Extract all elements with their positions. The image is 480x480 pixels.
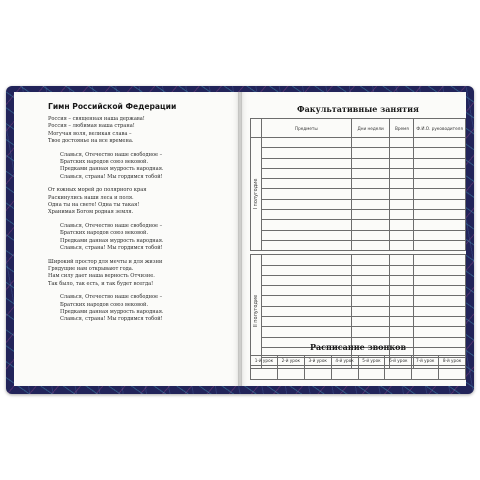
anthem-line: Славься, страна! Мы гордимся тобой!: [60, 245, 163, 252]
weekdays-cell[interactable]: [351, 210, 390, 220]
elective-row[interactable]: [251, 179, 466, 189]
subject-cell[interactable]: [261, 189, 351, 199]
anthem-line: Славься, Отечество наше свободное –: [60, 222, 163, 229]
time-cell[interactable]: [390, 286, 414, 296]
header-subjects: Предметы: [261, 119, 351, 138]
teacher-cell[interactable]: [414, 240, 466, 250]
subject-cell[interactable]: [261, 306, 351, 316]
weekdays-cell[interactable]: [351, 265, 390, 275]
anthem-line: Хранимая Богом родная земля.: [48, 209, 134, 216]
weekdays-cell[interactable]: [351, 189, 390, 199]
electives-title: Факультативные занятия: [297, 104, 419, 114]
anthem-stanzas: [48, 116, 230, 324]
subject-cell[interactable]: [261, 317, 351, 327]
teacher-cell[interactable]: [414, 199, 466, 209]
elective-row[interactable]: [251, 158, 466, 168]
elective-row[interactable]: [251, 189, 466, 199]
subject-cell[interactable]: [261, 210, 351, 220]
bell-time-cell[interactable]: [331, 366, 358, 380]
anthem-line: Россия – любимая наша страна!: [48, 123, 135, 130]
elective-row[interactable]: [251, 138, 466, 148]
elective-row[interactable]: [251, 168, 466, 178]
weekdays-cell[interactable]: [351, 179, 390, 189]
bell-lesson-header: 6-й урок: [385, 356, 412, 366]
anthem-stanza: [48, 116, 230, 146]
time-cell[interactable]: [390, 210, 414, 220]
subject-cell[interactable]: [261, 255, 351, 265]
teacher-cell[interactable]: [414, 168, 466, 178]
elective-row[interactable]: [251, 265, 466, 275]
header-teacher: Ф.И.О. руководителя: [414, 119, 466, 138]
semester-cell: [251, 138, 262, 251]
teacher-cell[interactable]: [414, 230, 466, 240]
elective-row[interactable]: [251, 317, 466, 327]
electives-table: [250, 118, 466, 369]
bell-times-row[interactable]: [251, 366, 466, 380]
time-cell[interactable]: [390, 189, 414, 199]
subject-cell[interactable]: [261, 275, 351, 285]
teacher-cell[interactable]: [414, 265, 466, 275]
teacher-cell[interactable]: [414, 220, 466, 230]
time-cell[interactable]: [390, 220, 414, 230]
elective-row[interactable]: [251, 275, 466, 285]
elective-row[interactable]: [251, 230, 466, 240]
page-fold: [238, 92, 242, 386]
bell-time-cell[interactable]: [304, 366, 331, 380]
semester-label: I полугодие: [252, 178, 259, 210]
teacher-cell[interactable]: [414, 317, 466, 327]
time-cell[interactable]: [390, 275, 414, 285]
bell-lesson-header: 8-й урок: [439, 356, 466, 366]
time-cell[interactable]: [390, 158, 414, 168]
teacher-cell[interactable]: [414, 255, 466, 265]
elective-row[interactable]: [251, 148, 466, 158]
anthem-line: Раскинулись наши леса и поля.: [48, 194, 134, 201]
elective-row[interactable]: [251, 199, 466, 209]
time-cell[interactable]: [390, 306, 414, 316]
bell-time-cell[interactable]: [358, 366, 385, 380]
subject-cell[interactable]: [261, 148, 351, 158]
anthem-line: Предками данная мудрость народная.: [60, 166, 164, 173]
anthem-line: Братских народов союз вековой.: [60, 230, 149, 237]
elective-row[interactable]: [251, 240, 466, 250]
bell-lesson-header: 4-й урок: [331, 356, 358, 366]
bell-lesson-header: 5-й урок: [358, 356, 385, 366]
anthem-line: Предками данная мудрость народная.: [60, 308, 164, 315]
time-cell[interactable]: [390, 179, 414, 189]
weekdays-cell[interactable]: [351, 148, 390, 158]
subject-cell[interactable]: [261, 296, 351, 306]
anthem-line: Грядущие нам открывают года.: [48, 265, 134, 272]
teacher-cell[interactable]: [414, 327, 466, 337]
weekdays-cell[interactable]: [351, 220, 390, 230]
bell-schedule-table: [250, 355, 466, 380]
teacher-cell[interactable]: [414, 148, 466, 158]
teacher-cell[interactable]: [414, 138, 466, 148]
bell-time-cell[interactable]: [277, 366, 304, 380]
elective-row[interactable]: [251, 220, 466, 230]
anthem-line: Предками данная мудрость народная.: [60, 237, 164, 244]
bell-time-cell[interactable]: [251, 366, 278, 380]
teacher-cell[interactable]: [414, 275, 466, 285]
weekdays-cell[interactable]: [351, 306, 390, 316]
elective-row[interactable]: [251, 296, 466, 306]
electives-header-row: [251, 119, 466, 138]
elective-row[interactable]: [251, 306, 466, 316]
time-cell[interactable]: [390, 199, 414, 209]
weekdays-cell[interactable]: [351, 138, 390, 148]
bell-schedule-title: Расписание звонков: [309, 342, 407, 352]
time-cell[interactable]: [390, 327, 414, 337]
anthem-line: Широкий простор для мечты и для жизни: [48, 258, 163, 265]
anthem-line: Братских народов союз вековой.: [60, 301, 149, 308]
anthem-refrain: [48, 223, 230, 253]
header-weekdays: Дни недели: [351, 119, 390, 138]
weekdays-cell[interactable]: [351, 296, 390, 306]
subject-cell[interactable]: [261, 168, 351, 178]
anthem-block: [48, 102, 230, 330]
bell-time-cell[interactable]: [439, 366, 466, 380]
subject-cell[interactable]: [261, 138, 351, 148]
anthem-line: Славься, Отечество наше свободное –: [60, 294, 163, 301]
time-cell[interactable]: [390, 296, 414, 306]
time-cell[interactable]: [390, 138, 414, 148]
semester-header-cell: [251, 119, 262, 138]
teacher-cell[interactable]: [414, 179, 466, 189]
weekdays-cell[interactable]: [351, 275, 390, 285]
subject-cell[interactable]: [261, 158, 351, 168]
time-cell[interactable]: [390, 148, 414, 158]
time-cell[interactable]: [390, 317, 414, 327]
anthem-stanza: [48, 259, 230, 289]
anthem-line: Россия – священная наша держава!: [48, 116, 145, 122]
subject-cell[interactable]: [261, 265, 351, 275]
subject-cell[interactable]: [261, 327, 351, 337]
bell-lesson-header: 7-й урок: [412, 356, 439, 366]
subject-cell[interactable]: [261, 230, 351, 240]
anthem-line: От южных морей до полярного края: [48, 187, 147, 194]
weekdays-cell[interactable]: [351, 199, 390, 209]
anthem-title: Гимн Российской Федерации: [48, 102, 177, 111]
teacher-cell[interactable]: [414, 306, 466, 316]
header-time: Время: [390, 119, 414, 138]
bell-lesson-header: 3-й урок: [304, 356, 331, 366]
subject-cell[interactable]: [261, 286, 351, 296]
anthem-line: Братских народов союз вековой.: [60, 159, 149, 166]
elective-row[interactable]: [251, 327, 466, 337]
anthem-refrain: [48, 152, 230, 182]
bell-lesson-header: 2-й урок: [277, 356, 304, 366]
anthem-line: Твое достоянье на все времена.: [48, 138, 134, 145]
weekdays-cell[interactable]: [351, 317, 390, 327]
weekdays-cell[interactable]: [351, 230, 390, 240]
subject-cell[interactable]: [261, 220, 351, 230]
time-cell[interactable]: [390, 230, 414, 240]
subject-cell[interactable]: [261, 199, 351, 209]
anthem-line: Нам силу дает наша верность Отчизне.: [48, 273, 155, 280]
weekdays-cell[interactable]: [351, 168, 390, 178]
anthem-line: Одна ты на свете! Одна ты такая!: [48, 202, 140, 209]
bell-lesson-header: 1-й урок: [251, 356, 278, 366]
subject-cell[interactable]: [261, 179, 351, 189]
time-cell[interactable]: [390, 265, 414, 275]
elective-row[interactable]: [251, 286, 466, 296]
bell-header-row: [251, 356, 466, 366]
time-cell[interactable]: [390, 255, 414, 265]
weekdays-cell[interactable]: [351, 255, 390, 265]
anthem-line: Славься, страна! Мы гордимся тобой!: [60, 316, 163, 323]
elective-row[interactable]: [251, 210, 466, 220]
weekdays-cell[interactable]: [351, 286, 390, 296]
bell-time-cell[interactable]: [412, 366, 439, 380]
weekdays-cell[interactable]: [351, 158, 390, 168]
weekdays-cell[interactable]: [351, 327, 390, 337]
time-cell[interactable]: [390, 168, 414, 178]
teacher-cell[interactable]: [414, 189, 466, 199]
teacher-cell[interactable]: [414, 158, 466, 168]
anthem-refrain: [48, 294, 230, 324]
bell-time-cell[interactable]: [385, 366, 412, 380]
subject-cell[interactable]: [261, 240, 351, 250]
anthem-line: Могучая воля, великая слава –: [48, 130, 132, 137]
anthem-line: Славься, Отечество наше свободное –: [60, 151, 163, 158]
time-cell[interactable]: [390, 240, 414, 250]
teacher-cell[interactable]: [414, 210, 466, 220]
teacher-cell[interactable]: [414, 286, 466, 296]
teacher-cell[interactable]: [414, 296, 466, 306]
electives-body: [251, 138, 466, 369]
anthem-line: Славься, страна! Мы гордимся тобой!: [60, 173, 163, 180]
anthem-line: Так было, так есть, и так будет всегда!: [48, 280, 154, 287]
elective-row[interactable]: [251, 255, 466, 265]
semester-label: II полугодие: [252, 295, 259, 328]
weekdays-cell[interactable]: [351, 240, 390, 250]
anthem-stanza: [48, 187, 230, 217]
